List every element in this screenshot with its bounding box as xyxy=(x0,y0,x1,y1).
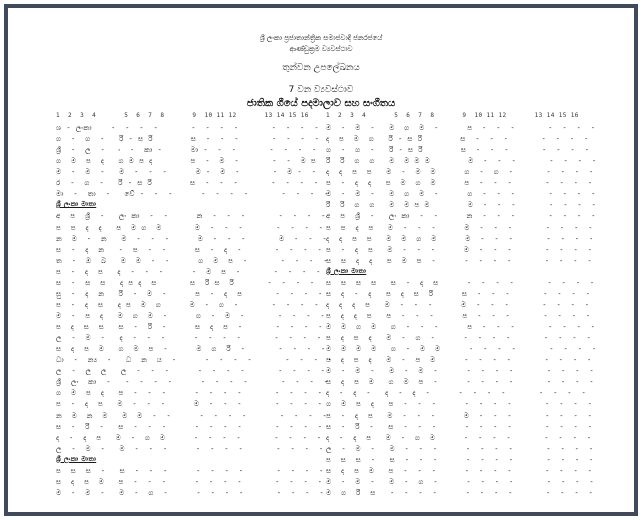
notation-row: ග ම ප ද ග ම ප ද ප - ම - - - ම ප xyxy=(56,156,317,166)
notation-row: රි රි ග ග ම ම ප ම ම - - - - - - - xyxy=(326,200,597,210)
notation-row: ප - ද ප ම - - - ම - - - - - - - xyxy=(56,399,323,409)
notation-row: ස ද ප ම ග ම ප - - - - - - - - - xyxy=(326,377,595,387)
notation-row: ම ම ම ම ග - ම ම - - - - - - - - xyxy=(326,344,597,354)
notation-row: ප ද ද ප ප - - - ප - - - - - - - xyxy=(326,311,591,320)
notation-row: ස ස ද ද ප ම ප - - - - - - - - - xyxy=(326,255,593,265)
notation-row: ම ග රි ස - - - - - - - - - - - - xyxy=(326,487,594,497)
notation-row: ම ම ග ම ග - - - ප - - - - - - - xyxy=(326,322,596,332)
column-numbers: 1 2 3 4 5 6 7 8 9 10 11 12 13 14 15 16 xyxy=(56,112,309,119)
notation-row: ස - රි - ස - - - - - - - - - - - xyxy=(326,421,593,431)
notation-row: රි රි ග ග ම ම ම ම ම - - - - - - - xyxy=(326,156,597,166)
section-heading: ශ්‍රී ලංකා මාතා xyxy=(56,200,97,209)
notation-row: ස ද ප ම ප - - - - - - - - - - - xyxy=(326,465,593,475)
notation-row: ප ප ද ප ම - - - ම - - - - - - - xyxy=(326,222,593,232)
notation-row: ග - ග - රි - ස රි ස - - - - - - - xyxy=(56,134,320,144)
header-line-3: තුන්වන උපලේඛනය xyxy=(282,63,360,73)
notation-row: ප - ද ද ප ම ග ම ප - - - - - - - xyxy=(326,178,593,188)
notation-row: ම - ම - ම - - - ම - ම - - ම - - xyxy=(56,167,317,177)
notation-row: ප ස ස - ස - - - - - - - - - - - xyxy=(326,454,594,464)
notation-row: ප ප ද ද ප ම ග ම ම - - - - - - - xyxy=(56,222,324,232)
notation-row: ස ද - ද ප ද ස රි ස - - - - - - - xyxy=(326,288,591,298)
notation-row: ස - රි - ස - - - - - - - - - - - xyxy=(56,421,323,431)
notation-row: ම - ම - ම ග ම - ග - - - - - - - xyxy=(326,189,596,199)
notation-row: ද ප ම ග රි - ස රි ස - - - - - - - xyxy=(326,134,589,144)
score-column-left xyxy=(56,112,333,504)
notation-row: ද ද ප ප ම ම ග ම ම - - - - - - - xyxy=(326,233,594,243)
notation-row: අ ප ශ්‍රී - ලං කා - - න - - - - - - - xyxy=(326,211,596,221)
notation-row: ද - ද ප ම - ග ම - - - - - - - - xyxy=(326,432,592,442)
notation-row: ශ්‍රී ලං කා - - - - - - - - - - - - - xyxy=(56,377,329,387)
notation-row: මා - තා - වේ - - - - - - - - - - - xyxy=(56,189,329,199)
notation-row: ල - ම - ම - - - - - - - - - - - xyxy=(326,443,594,453)
notation-row: ප ද ප ද ම - ප ම - - - - - - - - xyxy=(326,355,592,365)
notation-row: ග ම ප ද ප - - - - - - - - - - - xyxy=(326,399,593,409)
document-title: ජාතික ගීයේ පදමාලාව සහ සංගීතය xyxy=(246,98,396,109)
notation-row: ප - ද ප ම - - - ම - - - - - - - xyxy=(326,410,593,420)
notation-row: ස - ස ස ද ප ද ස ස රි ස රි - - - - xyxy=(56,277,315,287)
notation-row: ම - ප ද ම ග ම - ග - ම - - - - - xyxy=(56,311,326,320)
notation-row: ස ද ප ම ප - - - - - - - - - - - xyxy=(56,476,323,486)
notation-row: ප - ද ප ම - - - ම - - - - - - - xyxy=(326,244,593,254)
notation-row: ප - ද ප ද - - - - ම ප - - - - - xyxy=(56,266,321,276)
notation-row: න ම - න ම - - - ම - - - ම - - - xyxy=(56,233,328,243)
notation-row: ම - ම - ම ග ම - ප - - - - - - - xyxy=(326,123,596,132)
notation-row: ර - ග - රි - ස රි ස - - - - - - - xyxy=(56,178,319,188)
notation-row: ද - ද - ද - ද - - - - - - - - - xyxy=(326,388,587,398)
notation-row: ප ස ස - ස - - - - - - - - - - - xyxy=(56,465,324,475)
notation-row: ප ද ස ස ස - රි - ස ද ප - - - - - xyxy=(56,322,323,332)
notation-row: සු - ද න රි - ම - ප - ද ප - - - - xyxy=(56,288,323,298)
notation-row: ස - ද න - ප - - ස - ද - - - - - xyxy=(56,244,323,254)
notation-row: ශ්‍රී - ල - ං - කා - මා - - - - - - - xyxy=(56,145,317,155)
notation-row: ප ද ප ද ම - ග - - - - - - - - - xyxy=(326,333,592,343)
header-line-2: ආණ්ඩුක්‍රම ව්‍යවස්ථාව xyxy=(289,45,353,53)
notation-row: ග - ග - රි - ස රි ස - - - - - - - xyxy=(326,145,590,155)
notation-row: ම - ම - ම - ග - - - - - - - - - xyxy=(56,487,325,497)
column-numbers: 1 2 3 4 5 6 7 8 9 10 11 12 13 14 15 16 xyxy=(326,112,579,119)
notation-row: ද - ද ප ම - ග ම - - - - - - - - xyxy=(56,432,322,442)
notation-row: ම - ම - ම - ම - - - - - - - - - xyxy=(326,366,595,376)
notation-row: අ ප ශ්‍රී - ලං කා - - න - - - - - - - xyxy=(56,211,326,221)
notation-row: ල - ල ල ල - - - - - - - - - - - xyxy=(56,366,326,376)
notation-row: ත - ඔ බ ම ම - - ග ම ප - - - - - xyxy=(56,255,328,265)
section-heading: ශ්‍රී ලංකා මාතා xyxy=(56,454,97,463)
score-column-right xyxy=(326,112,597,504)
notation-row: ස ද ප ම ග ම ප - ම ග රි - - - - - xyxy=(56,344,326,354)
notation-row: ස ස ස ස ස - ද ස - - - - - - - - xyxy=(326,277,595,287)
notation-row: ද ද ද ප ම - - - ම - - - - - - - xyxy=(326,299,590,309)
notation-row: ධා - න්‍ය - ධ න ය - - - - - - - - - xyxy=(56,355,333,365)
notation-row: ග ම ප ද ප - - - - - - - - - - - xyxy=(56,388,323,398)
notation-row: ම - ම - ම - ග - - - - - - - - - xyxy=(326,476,595,486)
notation-row: ල - ම - ද - - - - - - - - - - - xyxy=(56,333,322,343)
notation-row: ප - ද ස ද ප ම ග ම - ග - - - - - xyxy=(56,299,319,309)
header-line-4: 7 වන ව්‍යවස්ථාව xyxy=(288,85,354,95)
notation-row: ද ද ප ප ම - ම ම ග - ග - - - - - xyxy=(326,167,594,177)
music-score xyxy=(56,112,597,504)
section-heading: ශ්‍රී ලංකා මාතා xyxy=(326,266,367,275)
notation-row: න ම න ම ම ම - - - - - - - - - - xyxy=(56,410,328,420)
document-frame xyxy=(4,4,638,516)
notation-row: ල - ම - ම - - - - - - - - - - - xyxy=(56,443,324,453)
notation-row: ශ - ලංකා - - - - - - - - - - - - xyxy=(56,123,319,132)
header-line-1: ශ්‍රී ලංකා ප්‍රජාතාන්ත්‍රික සමාජවාදී ජනරජයේ xyxy=(259,34,383,42)
